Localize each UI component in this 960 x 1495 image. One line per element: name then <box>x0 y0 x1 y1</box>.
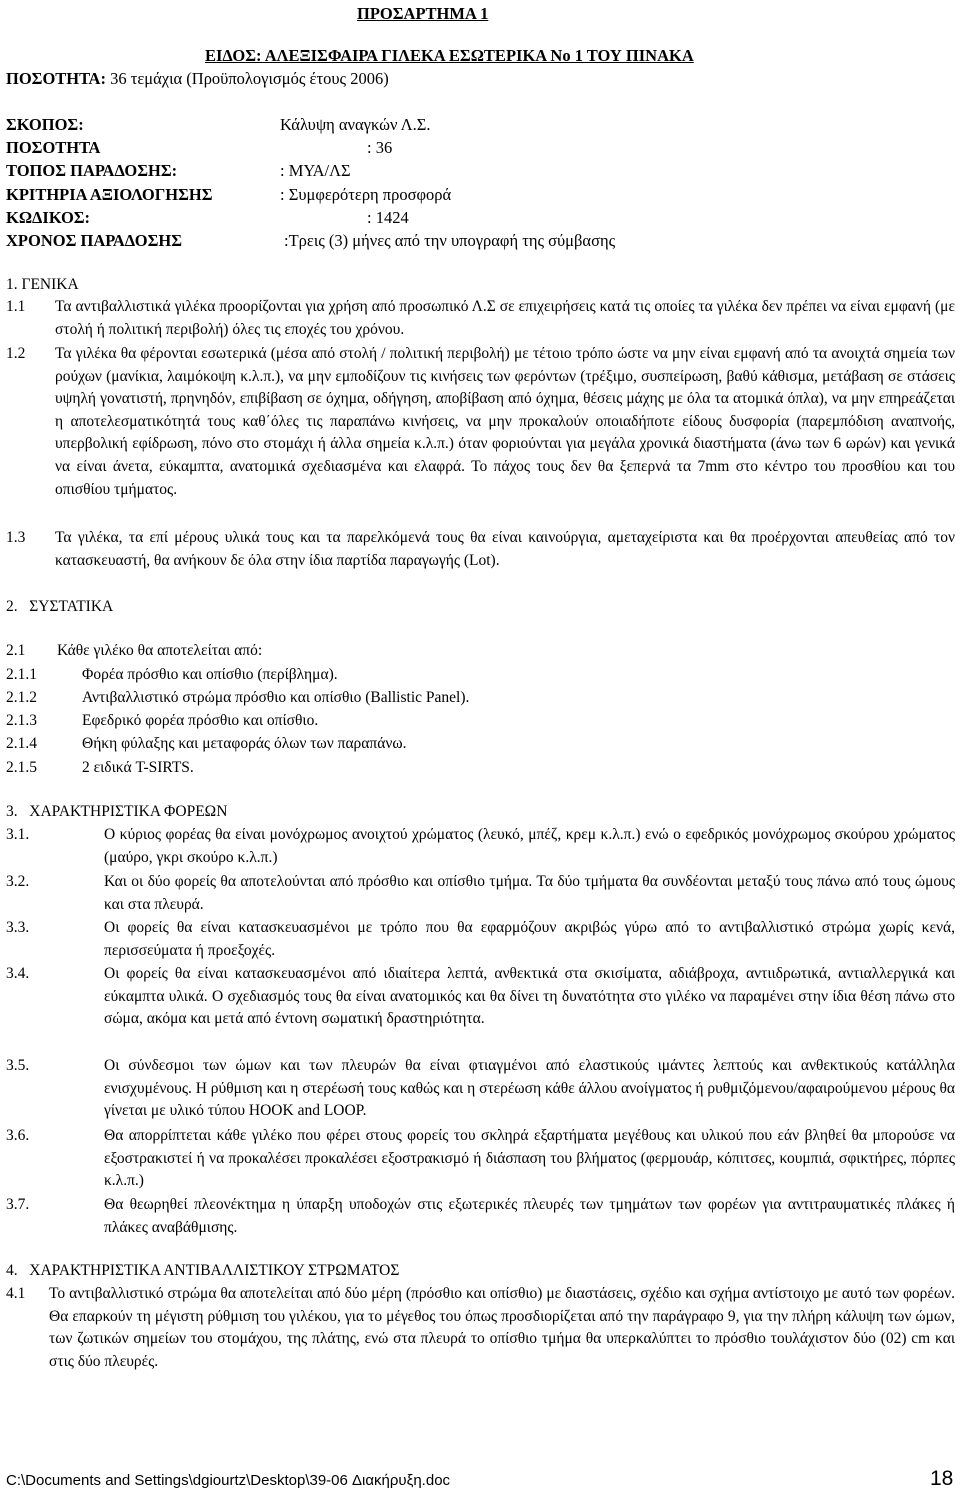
item-number: 2.1 <box>6 642 26 659</box>
item-number: 3.5. <box>6 1057 30 1074</box>
item-text: Εφεδρικό φορέα πρόσθιο και οπίσθιο. <box>82 712 319 729</box>
item-text: Θήκη φύλαξης και μεταφοράς όλων των παραπάνω. <box>82 735 407 752</box>
item-number: 3.6. <box>6 1127 30 1144</box>
spec-value-quantity: : 36 <box>367 138 393 157</box>
item-number: 3.7. <box>6 1196 30 1213</box>
spec-label-delivery-time: ΧΡΟΝΟΣ ΠΑΡΑΔΟΣΗΣ <box>6 231 183 250</box>
section4-heading: 4. ΧΑΡΑΚΤΗΡΙΣΤΙΚΑ ΑΝΤΙΒΑΛΛΙΣΤΙΚΟΥ ΣΤΡΩΜΑΤΟΣ <box>6 1262 400 1279</box>
item-number: 1.3 <box>6 529 26 546</box>
item-number: 3.3. <box>6 919 30 936</box>
item-text: Φορέα πρόσθιο και οπίσθιο (περίβλημα). <box>82 666 338 683</box>
item-number: 2.1.1 <box>6 666 37 683</box>
quantity-label: ΠΟΣΟΤΗΤΑ: <box>6 69 106 88</box>
item-text: Τα αντιβαλλιστικά γιλέκα προορίζονται για χρήση από προσωπικό Λ.Σ σε επιχειρήσεις κατά τις οποίες τα γιλέκα δεν πρέπει να είναι εμφανή (με στολή ή πολιτική περιβολή) όλες τις εποχές του χρόνου. <box>55 298 955 338</box>
spec-value-delivery-place: : ΜΥΑ/ΛΣ <box>280 161 351 180</box>
item-number: 2.1.4 <box>6 735 37 752</box>
item-text: Θα απορρίπτεται κάθε γιλέκο που φέρει στους φορείς του σκληρά εξαρτήματα μεγέθους και υλικού που εάν βληθεί θα μπορούσε να εξοστρακιστεί ή να προκαλέσει προκαλέσει εξοστρακισμό ή διάσπαση του βλήματος (φερμουάρ, κόπιτσες, κουμπιά, σφικτήρες, πόρπες κ.λ.π.) <box>104 1127 955 1190</box>
section3-heading: 3. ΧΑΡΑΚΤΗΡΙΣΤΙΚΑ ΦΟΡΕΩΝ <box>6 803 228 820</box>
item-text: Κάθε γιλέκο θα αποτελείται από: <box>57 642 263 659</box>
item-title: ΕΙΔΟΣ: ΑΛΕΞΙΣΦΑΙΡΑ ΓΙΛΕΚΑ ΕΣΩΤΕΡΙΚΑ Νο 1 ΤΟΥ ΠΙΝΑΚΑ <box>205 46 694 65</box>
spec-value-delivery-time: :Τρεις (3) μήνες από την υπογραφή της σύμβασης <box>284 231 616 250</box>
item-number: 2.1.2 <box>6 689 37 706</box>
item-text: Οι σύνδεσμοι των ώμων και των πλευρών θα είναι φτιαγμένοι από ελαστικούς ιμάντες λεπτούς και ανθεκτικούς κατάλληλα ενισχυμένους. Η ρύθμιση και η στερέωσή τους καθώς και η στερέωση κάθε άλλου ανοίγματος ή ρυθμιζόμενου/αφαιρούμενου μέρους θα γίνεται με υλικό τύπου HOOK and LOOP. <box>104 1057 955 1120</box>
item-number: 3.1. <box>6 826 30 843</box>
item-text: Θα θεωρηθεί πλεονέκτημα η ύπαρξη υποδοχών στις εξωτερικές πλευρές των τμημάτων των φορέων για αντιτραυματικές πλάκες ή πλάκες αναβάθμισης. <box>104 1196 955 1236</box>
spec-value-criteria: : Συμφερότερη προσφορά <box>280 185 452 204</box>
quantity-text: 36 τεμάχια (Προϋπολογισμός έτους 2006) <box>110 69 389 88</box>
item-number: 1.2 <box>6 345 26 362</box>
spec-label-code: ΚΩΔΙΚΟΣ: <box>6 208 91 227</box>
item-number: 1.1 <box>6 298 26 315</box>
spec-value-code: : 1424 <box>367 208 409 227</box>
item-number: 4.1 <box>6 1285 26 1302</box>
item-text: Τα γιλέκα θα φέρονται εσωτερικά (μέσα από στολή / πολιτική περιβολή) με τέτοιο τρόπο ώστε να μην είναι εμφανή από τα ανοιχτά σημεία των ρούχων (μανίκια, λαιμόκοψη κ.λ.π.), να μην εμποδίζουν τις κινήσεις των φερόντων (τρέξιμο, συσπείρωση, βαθύ κάθισμα, μετάβαση σε στάσεις υψηλή γονατιστή, πρηνηδόν, επιβίβαση σε όχημα, οδήγηση, αποβίβαση από όχημα, θέσεις μάχης με όλα τα ατομικά όπλα), να μην επηρεάζεται η αποτελεσματικότητά τους καθ΄όλες τις παραπάνω κινήσεις, να μην προκαλούν οποιαδήποτε είδους δυσφορία (παρεμπόδιση αναπνοής, υπερβολική εφίδρωση, πόνο στο στομάχι ή άλλα σημεία κ.λ.π.) όταν φοριούνται για μεγάλα χρονικά διαστήματα (άνω των 6 ωρών) και γενικά να είναι άνετα, εύκαμπτα, ανατομικά σχεδιασμένα και ελαφρά. Το πάχος τους δεν θα ξεπερνά τα 7mm στο κέντρο του προσθίου και του οπισθίου τμήματος. <box>55 345 955 498</box>
item-text: 2 ειδικά T-SIRTS. <box>82 759 194 776</box>
item-number: 3.2. <box>6 873 30 890</box>
item-text: Οι φορείς θα είναι κατασκευασμένοι από ιδιαίτερα λεπτά, ανθεκτικά στα σκισίματα, αδιάβροχα, αντιιδρωτικά, αντιαλλεργικά και εύκαμπτα υλικά. Ο σχεδιασμός τους θα είναι ανατομικός και θα δίνει τη δυνατότητα στο γιλέκο να παραμένει στην ίδια θέση πάνω στο σώμα, ακόμα και μετά από έντονη σωματική δραστηριότητα. <box>104 965 955 1028</box>
footer-file-path: C:\Documents and Settings\dgiourtz\Desktop\39-06 Διακήρυξη.doc <box>6 1472 451 1489</box>
spec-label-criteria: ΚΡΙΤΗΡΙΑ ΑΞΙΟΛΟΓΗΣΗΣ <box>6 185 213 204</box>
item-number: 2.1.5 <box>6 759 37 776</box>
appendix-title: ΠΡΟΣΑΡΤΗΜΑ 1 <box>357 4 489 23</box>
item-text: Αντιβαλλιστικό στρώμα πρόσθιο και οπίσθιο (Ballistic Panel). <box>82 689 470 706</box>
item-text: Και οι δύο φορείς θα αποτελούνται από πρόσθιο και οπίσθιο τμήμα. Τα δύο τμήματα θα συνδέονται μεταξύ τους πάνω από τους ώμους και στα πλευρά. <box>104 873 955 913</box>
spec-value-purpose: Κάλυψη αναγκών Λ.Σ. <box>280 115 431 134</box>
item-text: Το αντιβαλλιστικό στρώμα θα αποτελείται από δύο μέρη (πρόσθιο και οπίσθιο) με διαστάσεις, σχέδιο και σχήμα αντίστοιχο με αυτό των φορέων. Θα επαρκούν τη μέγιστη ρύθμιση του γιλέκου, για το μέγεθος του όπως προσδιορίζεται από την παράγραφο 9, για την πλήρη κάλυψη των ώμων, των ζωτικών σημείων του στομάχου, της πλάτης, ενώ στα πλευρά το οπίσθιο τμήμα θα υπερκαλύπτει το πρόσθιο τουλάχιστον δύο (02) cm και στις δύο πλευρές. <box>49 1285 955 1370</box>
item-text: Ο κύριος φορέας θα είναι μονόχρωμος ανοιχτού χρώματος (λευκό, μπέζ, κρεμ κ.λ.π.) ενώ ο εφεδρικός μονόχρωμος σκούρου χρώματος (μαύρο, γκρι σκούρο κ.λ.π.) <box>104 826 955 866</box>
item-text: Οι φορείς θα είναι κατασκευασμένοι με τρόπο που θα εφαρμόζουν ακριβώς γύρω από το αντιβαλλιστικό στρώμα χωρίς κενά, περισσεύματα ή προεξοχές. <box>104 919 955 959</box>
spec-label-quantity: ΠΟΣΟΤΗΤΑ <box>6 138 101 157</box>
quantity-line <box>6 68 389 91</box>
page-number: 18 <box>930 1467 954 1490</box>
spec-label-delivery-place: ΤΟΠΟΣ ΠΑΡΑΔΟΣΗΣ: <box>6 161 178 180</box>
spec-label-purpose: ΣΚΟΠΟΣ: <box>6 115 84 134</box>
item-number: 3.4. <box>6 965 30 982</box>
section2-heading: 2. ΣΥΣΤΑΤΙΚΑ <box>6 598 114 615</box>
item-number: 2.1.3 <box>6 712 37 729</box>
item-text: Τα γιλέκα, τα επί μέρους υλικά τους και τα παρελκόμενά τους θα είναι καινούργια, αμεταχείριστα και θα προέρχονται απευθείας από τον κατασκευαστή, θα ανήκουν δε όλα στην ίδια παρτίδα παραγωγής (Lot). <box>55 529 955 569</box>
section1-heading: 1. ΓΕΝΙΚΑ <box>6 276 79 293</box>
